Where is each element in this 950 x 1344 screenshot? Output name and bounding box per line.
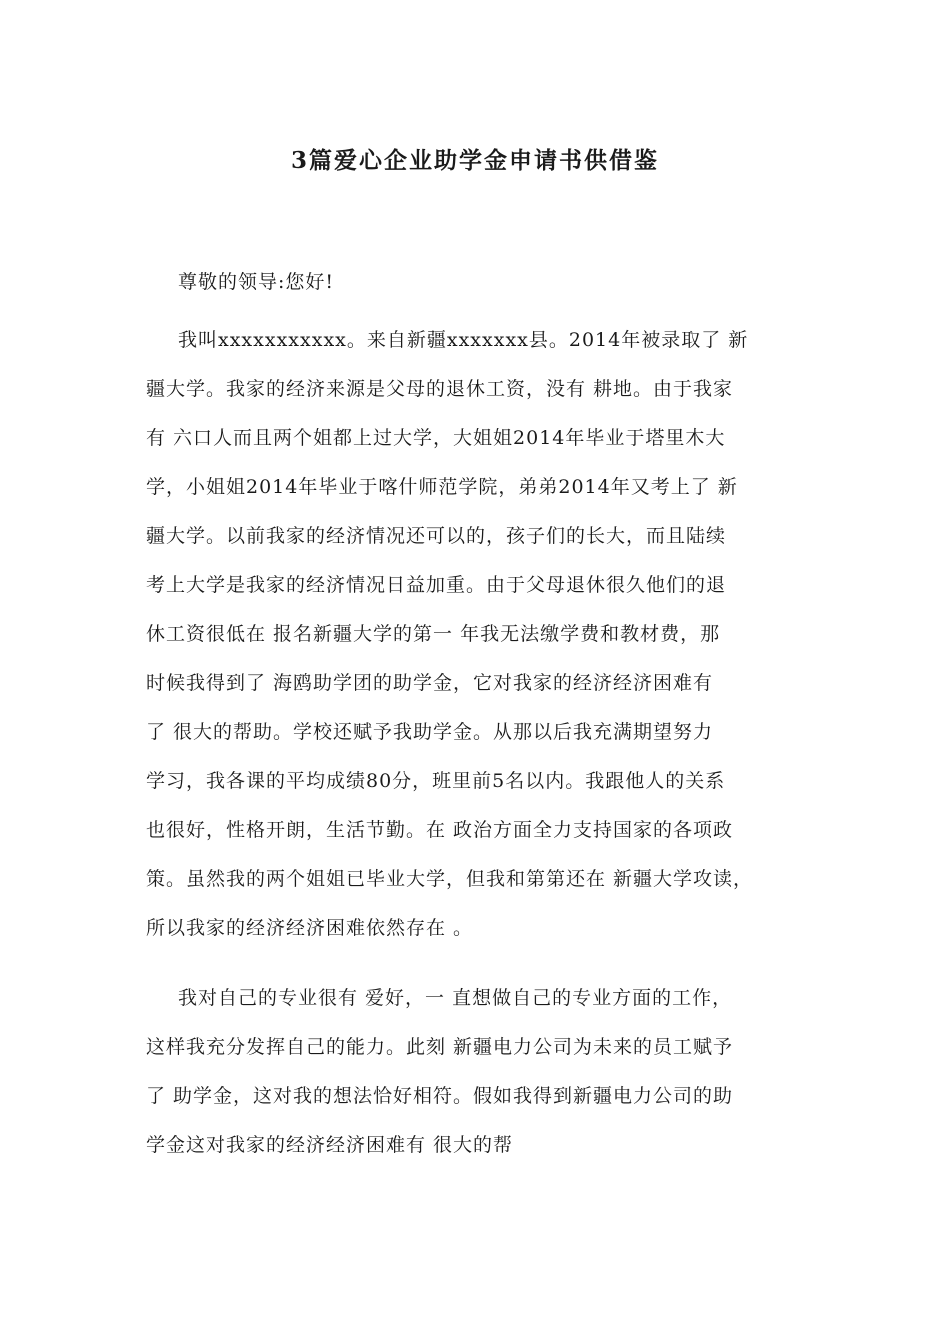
- paragraph-line: 策。虽然我的两个姐姐已毕业大学，但我和第第还在 新疆大学攻读，: [146, 868, 754, 890]
- paragraph-line: 也很好，性格开朗，生活节勤。在 政治方面全力支持国家的各项政: [146, 819, 734, 841]
- greeting-line: 尊敬的领导:您好!: [178, 271, 335, 293]
- document-title: 3篇爱心企业助学金申请书供借鉴: [290, 147, 659, 174]
- paragraph-line: 考上大学是我家的经济情况日益加重。由于父母退休很久他们的退: [146, 574, 727, 596]
- paragraph-line: 所以我家的经济经济困难依然存在 。: [146, 917, 474, 939]
- paragraph-2: [146, 974, 826, 1170]
- paragraph-1: [146, 316, 826, 953]
- paragraph-line: 休工资很低在 报名新疆大学的第一 年我无法缴学费和教材费，那: [146, 623, 721, 645]
- paragraph-line: 这样我充分发挥自己的能力。此刻 新疆电力公司为未来的员工赋予: [146, 1036, 734, 1058]
- paragraph-line: 学习，我各课的平均成绩80分，班里前5名以内。我跟他人的关系: [146, 770, 726, 792]
- paragraph-line: 我叫xxxxxxxxxxx。来自新疆xxxxxxx县。2014年被录取了 新: [178, 329, 749, 351]
- paragraph-line: 时候我得到了 海鸥助学团的助学金，它对我家的经济经济困难有: [146, 672, 714, 694]
- paragraph-line: 学金这对我家的经济经济困难有 很大的帮: [146, 1134, 514, 1156]
- paragraph-line: 我对自己的专业很有 爱好，一 直想做自己的专业方面的工作，: [178, 987, 733, 1009]
- paragraph-line: 了 助学金，这对我的想法恰好相符。假如我得到新疆电力公司的助: [146, 1085, 734, 1107]
- paragraph-line: 疆大学。以前我家的经济情况还可以的，孩子们的长大，而且陆续: [146, 525, 727, 547]
- paragraph-line: 有 六口人而且两个姐都上过大学，大姐姐2014年毕业于塔里木大: [146, 427, 726, 449]
- paragraph-line: 疆大学。我家的经济来源是父母的退休工资，没有 耕地。由于我家: [146, 378, 734, 400]
- paragraph-line: 了 很大的帮助。学校还赋予我助学金。从那以后我充满期望努力: [146, 721, 714, 743]
- paragraph-line: 学，小姐姐2014年毕业于喀什师范学院，弟弟2014年又考上了 新: [146, 476, 738, 498]
